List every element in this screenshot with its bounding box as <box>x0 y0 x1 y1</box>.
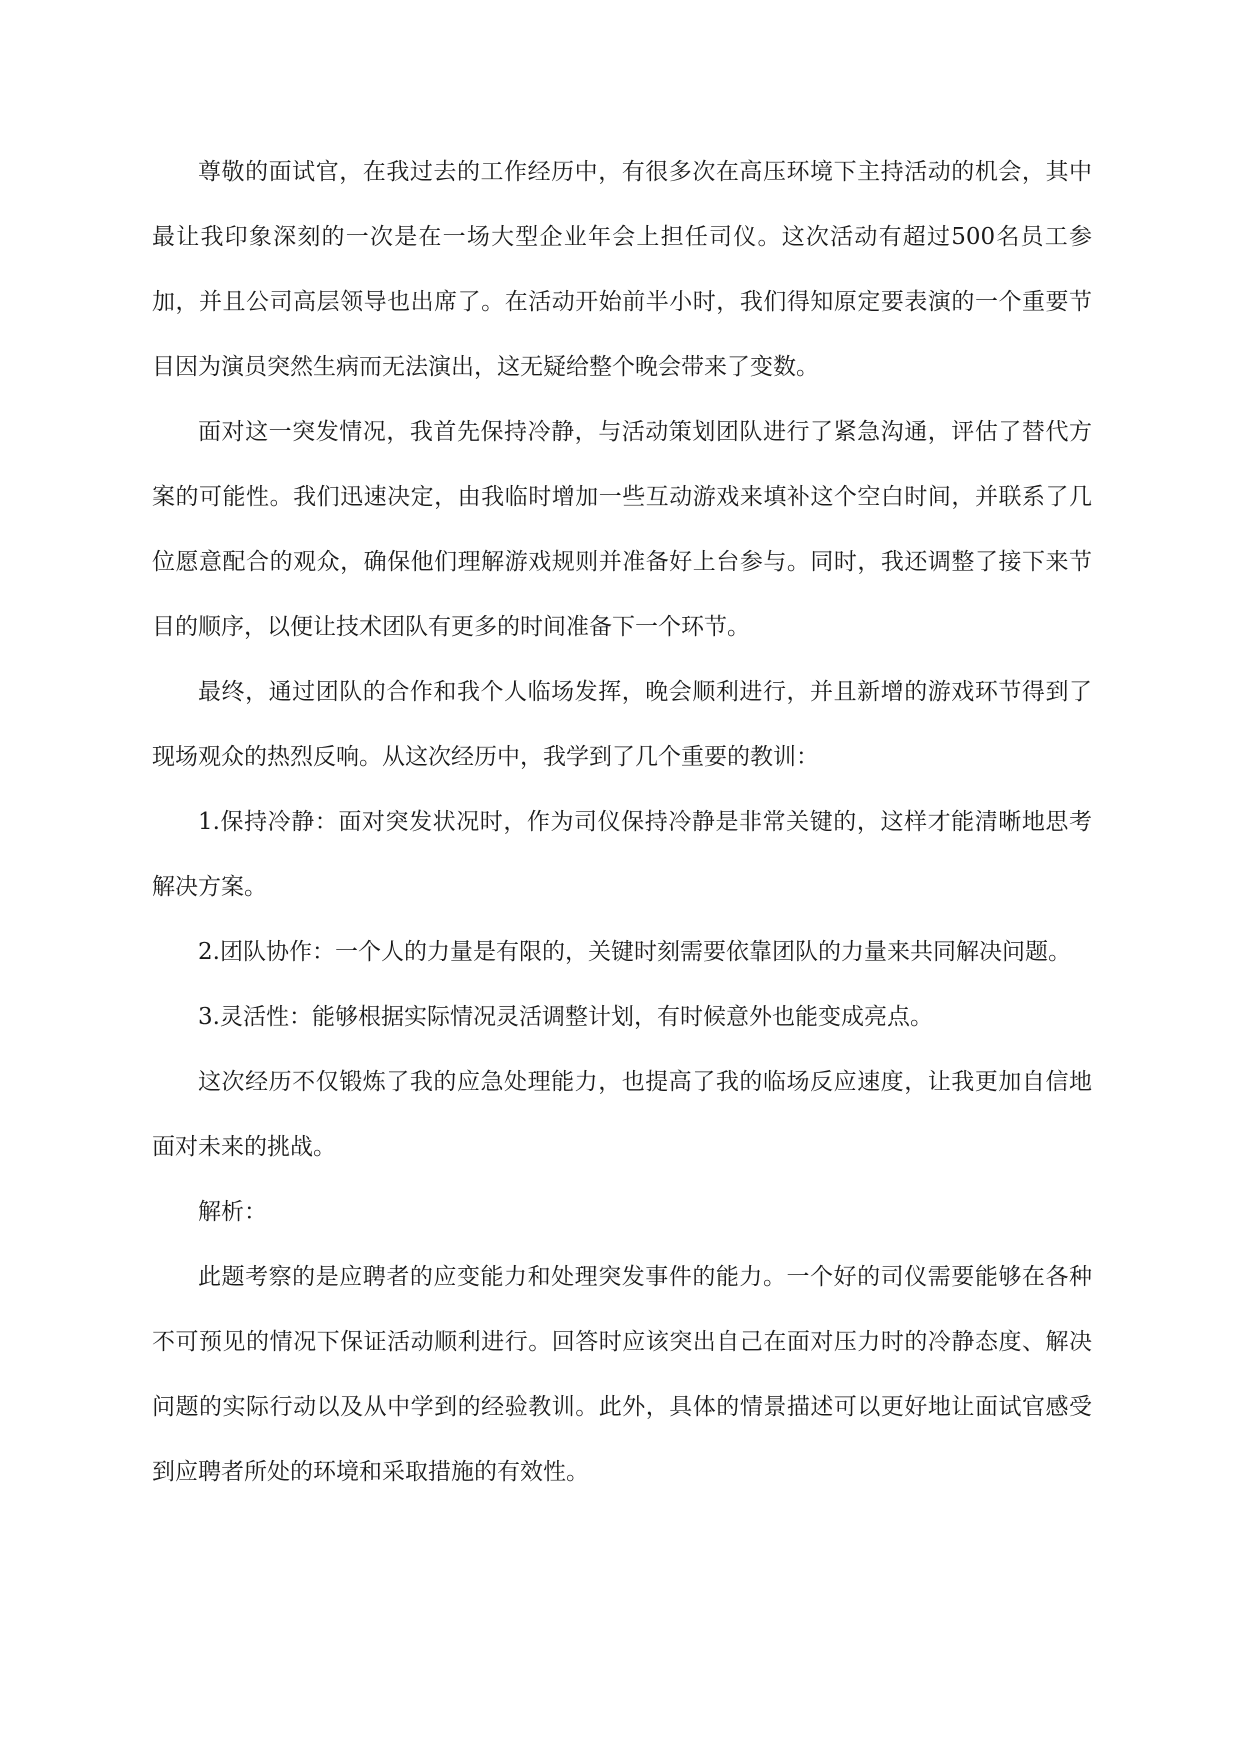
lesson-item-1: 1.保持冷静：面对突发状况时，作为司仪保持冷静是非常关键的，这样才能清晰地思考解决方案。 <box>152 809 1092 900</box>
paragraph-conclusion: 这次经历不仅锻炼了我的应急处理能力，也提高了我的临场反应速度，让我更加自信地面对未来的挑战。 <box>152 1069 1092 1160</box>
paragraph-analysis: 此题考察的是应聘者的应变能力和处理突发事件的能力。一个好的司仪需要能够在各种不可预见的情况下保证活动顺利进行。回答时应该突出自己在面对压力时的冷静态度、解决问题的实际行动以及从中学到的经验教训。此外，具体的情景描述可以更好地让面试官感受到应聘者所处的环境和采取措施的有效性。 <box>152 1264 1092 1485</box>
paragraph-response: 面对这一突发情况，我首先保持冷静，与活动策划团队进行了紧急沟通，评估了替代方案的可能性。我们迅速决定，由我临时增加一些互动游戏来填补这个空白时间，并联系了几位愿意配合的观众，确保他们理解游戏规则并准备好上台参与。同时，我还调整了接下来节目的顺序，以便让技术团队有更多的时间准备下一个环节。 <box>152 419 1092 640</box>
lesson-item-2: 2.团队协作：一个人的力量是有限的，关键时刻需要依靠团队的力量来共同解决问题。 <box>198 939 1071 965</box>
paragraph-outcome: 最终，通过团队的合作和我个人临场发挥，晚会顺利进行，并且新增的游戏环节得到了现场观众的热烈反响。从这次经历中，我学到了几个重要的教训： <box>152 679 1092 770</box>
paragraph-intro: 尊敬的面试官，在我过去的工作经历中，有很多次在高压环境下主持活动的机会，其中最让我印象深刻的一次是在一场大型企业年会上担任司仪。这次活动有超过500名员工参加，并且公司高层领导也出席了。在活动开始前半小时，我们得知原定要表演的一个重要节目因为演员突然生病而无法演出，这无疑给整个晚会带来了变数。 <box>152 159 1092 380</box>
lesson-item-3: 3.灵活性：能够根据实际情况灵活调整计划，有时候意外也能变成亮点。 <box>198 1004 933 1030</box>
analysis-heading: 解析： <box>198 1199 267 1225</box>
document-body <box>152 140 1092 1505</box>
